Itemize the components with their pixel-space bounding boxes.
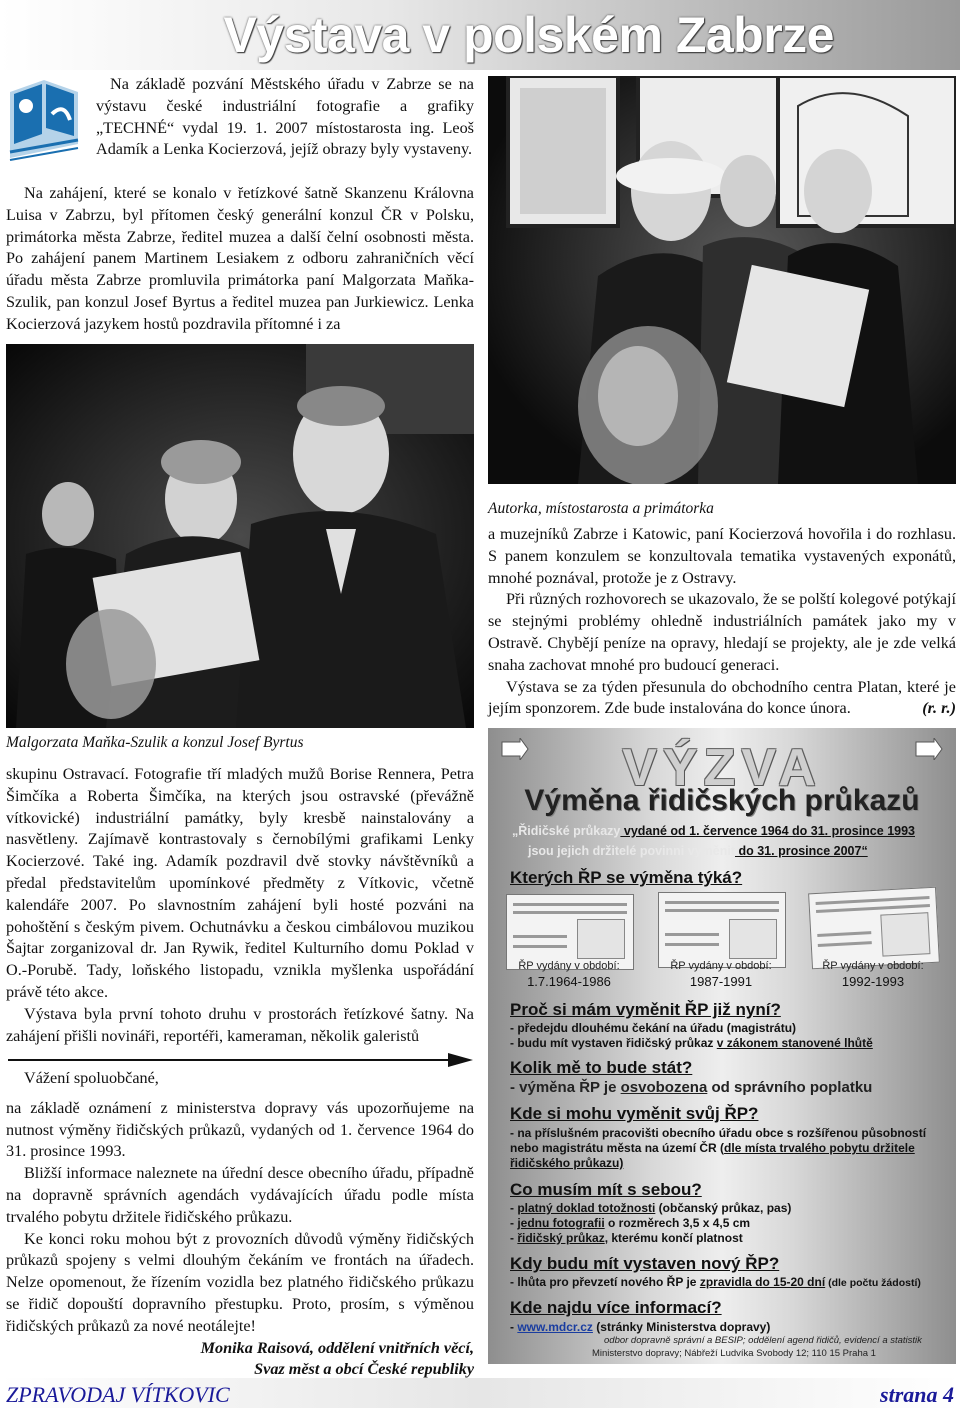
poster-answer-bring-3 xyxy=(510,1231,743,1245)
poster-answer-part: jednu fotografii xyxy=(517,1216,605,1230)
poster-answer-when xyxy=(510,1275,921,1289)
article-paragraph-text: Výstava se za týden přesunula do obchodního centra Platan, které je jejím sponzorem. Zde bude instalována do konce února. xyxy=(488,677,956,718)
article-body-right xyxy=(488,524,956,720)
poster-answer-part: osvobozena xyxy=(620,1079,708,1096)
period-label: ŘP vydány v období: xyxy=(518,960,620,972)
period-years: 1992-1993 xyxy=(841,974,905,989)
poster-footer-department: odbor dopravně správní a BESIP; oddělení agend řidičů, evidencí a statistik xyxy=(604,1335,922,1346)
article-signature: (r. r.) xyxy=(922,699,956,718)
caption-top-photo: Autorka, místostarosta a primátorka xyxy=(488,500,714,517)
article-body-top xyxy=(6,183,474,336)
license-card-1987 xyxy=(658,892,786,968)
poster-answer-part: nebo magistrátu města na území ČR ( xyxy=(510,1141,725,1155)
poster-answer-part: , kterému končí platnost xyxy=(604,1231,743,1245)
notice-paragraph: na základě oznámení z ministerstva dopravy vás upozorňujeme na nutnost výměny řidičských průkazů, vydaných od 1. července 1964 do 31. prosince 1993. xyxy=(6,1098,474,1161)
article-paragraph: Na zahájení, které se konalo v řetízkové šatně Skanzenu Královna Luisa v Zabrzu, byl přítomen český generální konzul ČR v Polsku, primátorka města Zabrze, ředitel muzea a další čelní osobnosti města. Po zahájení panem Martinem Lesiakem z odboru zahraničních věcí úřadu města Zabrze promluvila primátorka paní Malgorzata Maňka-Szulik, pan konzul Josef Byrtus a ředitel muzea pan Jurkiewicz. Lenka Kocierzová jazykem hostů pozdravila přítomné i za xyxy=(6,184,474,333)
poster-intro-part: jsou jejich držitelé povinni vyměnit xyxy=(528,844,735,858)
article-paragraph: Výstava byla první tohoto druhu v prostorách řetízkové šatny. Na zahájení přišli novináři, reportéři, kameraman, několik galeristů xyxy=(6,1004,474,1045)
poster-answer-part: (občanský průkaz, pas) xyxy=(655,1201,792,1215)
poster-answer-info xyxy=(510,1320,770,1334)
poster-question-bring: Co musím mít s sebou? xyxy=(510,1180,702,1199)
article-paragraph xyxy=(488,677,956,721)
poster-answer-part: od správního poplatku xyxy=(707,1079,873,1096)
notice-block xyxy=(6,1068,474,1381)
poster-intro-line1 xyxy=(512,824,915,838)
photo-exhibition-image xyxy=(488,76,956,484)
article-body-left xyxy=(6,764,474,1047)
period-years: 1987-1991 xyxy=(689,974,753,989)
arrow-divider-icon xyxy=(8,1052,473,1068)
poster-question-cost: Kolik mě to bude stát? xyxy=(510,1058,693,1077)
header-band xyxy=(0,0,960,70)
poster-intro-line2 xyxy=(528,844,868,858)
article-lead-block xyxy=(96,74,474,161)
vitkovice-logo-icon xyxy=(4,74,84,166)
poster-answer-part: (dle počtu žádostí) xyxy=(825,1277,921,1289)
article-paragraph: skupinu Ostravací. Fotografie tří mladých mužů Borise Rennera, Petra Šimčíka a Roberta Šimčíka, na kterých jsou ostravské (převážně vítkovické) industriální památky, byly kresbě nainstalovány a nasvětleny. Zajímavě kontrastovaly s černobílými grafikami Lenky Kocierzové. Také ing. Adamík pozdravil dvě stovky návštěvníků a předal představitelům upomínkové předměty z Vítkovic, včetně kalendáře 2007. Po slavnostním zahájení byli hosté pozváni na pohoštění s českým pivem. Ochutnávku a českou cimbálovou muzikou Šajtar zorganizoval dr. Jan Rywik, ředitel Kulturního domu Poklad v O.-Porubě. Tady, loňského listopadu, vznikla myšlenka uspořádání právě této akce. xyxy=(6,765,474,1001)
period-label: ŘP vydány v období: xyxy=(670,960,772,972)
poster-subtitle: Výměna řidičských průkazů xyxy=(524,784,920,817)
poster-question-when: Kdy budu mít vystaven nový ŘP? xyxy=(510,1254,780,1273)
poster-answer-part: o rozměrech 3,5 x 4,5 cm xyxy=(604,1216,751,1230)
photo-big-left xyxy=(6,344,474,728)
poster-answer-part: v zákonem stanovené lhůtě xyxy=(716,1036,873,1050)
license-card-1964 xyxy=(506,894,634,970)
poster-answer-bring-2 xyxy=(510,1216,750,1230)
article-paragraph: a muzejníků Zabrze i Katowic, paní Kocierzová hovořila i do rozhlasu. S panem konzulem se konzultovala tematika vystavených exponátů, mnohé poznával, protože je z Ostravy. xyxy=(488,525,956,587)
poster-intro-part: „Řidičské průkazy xyxy=(512,824,621,838)
period-label: ŘP vydány v období: xyxy=(822,960,924,972)
poster-title: VÝZVA xyxy=(622,739,822,797)
poster-question-where: Kde si mohu vyměnit svůj ŘP? xyxy=(510,1104,759,1123)
poster-question-why: Proč si mám vyměnit ŘP již nyní? xyxy=(510,1000,781,1019)
poster-answer-part: - xyxy=(510,1320,518,1334)
poster-question-info: Kde najdu více informací? xyxy=(510,1298,722,1317)
poster-answer-part: zpravidla do 15-20 dní xyxy=(699,1275,826,1289)
poster-answer-cost xyxy=(510,1079,872,1096)
license-card-1992 xyxy=(808,887,940,970)
poster-answer-where-1: - na příslušném pracovišti obecního úřadu obce s rozšířenou působností xyxy=(510,1126,927,1140)
poster-answer-why-2 xyxy=(510,1036,873,1050)
poster-answer-where-3: řidičského průkazu) xyxy=(510,1156,624,1170)
caption-big-photo: Malgorzata Maňka-Szulik a konzul Josef Byrtus xyxy=(6,734,304,751)
poster-answer-bring-1 xyxy=(510,1201,791,1215)
poster-intro-part: vydané od 1. července 1964 do 31. prosince 1993 xyxy=(620,824,915,838)
poster-footer-ministry: Ministerstvo dopravy; Nábřeží Ludvíka Svobody 12; 110 15 Praha 1 xyxy=(592,1348,876,1359)
notice-author: Monika Raisová, oddělení vnitřních věcí, xyxy=(200,1338,474,1357)
poster-answer-part: - xyxy=(510,1231,518,1245)
poster-answer-part: řidičský průkaz xyxy=(517,1231,605,1245)
article-lead: Na základě pozvání Městského úřadu v Zabrze se na výstavu české industriální fotografie a grafiky „TECHNÉ“ vydal 19. 1. 2007 místostarosta ing. Leoš Adamík a Lenka Kocierzová, jejíž obrazy byly vystaveny. xyxy=(96,75,474,159)
photo-top-right xyxy=(488,76,956,484)
poster-question-which: Kterých ŘP se výměna týká? xyxy=(510,868,743,887)
notice-organization: Svaz měst a obcí České republiky xyxy=(254,1360,474,1379)
poster-answer-where-2 xyxy=(510,1141,915,1155)
photo-guests-image xyxy=(6,344,474,728)
notice-paragraph: Bližší informace naleznete na úřední desce obecního úřadu, případně na dopravně správních agendách vydávajících úřadu podle místa trvalého pobytu držitele řidičského průkazu. xyxy=(6,1164,474,1226)
footer-publication: ZPRAVODAJ VÍTKOVIC xyxy=(6,1382,230,1407)
poster-answer-part: (stránky Ministerstva dopravy) xyxy=(592,1320,771,1334)
poster-answer-part: platný doklad totožnosti xyxy=(517,1201,656,1215)
driving-license-poster xyxy=(488,728,956,1364)
poster-answer-part: - budu mít vystaven řidičský průkaz xyxy=(510,1036,714,1050)
poster-answer-part: - výměna ŘP je xyxy=(510,1079,617,1096)
footer-page-number: strana 4 xyxy=(880,1382,954,1407)
page-title: Výstava v polském Zabrze xyxy=(223,7,834,63)
notice-paragraph: Ke konci roku mohou být z provozních důvodů výměny řidičských průkazů spojeny s velmi dlouhým čekáním ve frontách na úřadech. Nelze opomenout, že řízením vozidla bez platného řidičského průkazu se řidič dopouští dopravního přestupku. Proto, prosím, s výměnou řidičských průkazů za nové neotálejte! xyxy=(6,1229,474,1335)
notice-salutation: Vážení spoluobčané, xyxy=(24,1069,159,1087)
poster-answer-part: - lhůta pro převzetí nového ŘP je xyxy=(510,1275,700,1289)
poster-answer-part: - xyxy=(510,1201,518,1215)
article-paragraph: Při různých rozhovorech se ukazovalo, že se polští kolegové potýkají se stejnými problémy ohledně industriálních památek jako my v Ostravě. Chybějí peníze na opravy, hledají se projekty, ale je zde velká snaha zachovat mnohé pro budoucí generaci. xyxy=(488,590,956,674)
poster-intro-part: do 31. prosince 2007“ xyxy=(735,844,868,858)
poster-answer-why-1: - předejdu dlouhému čekání na úřadu (magistrátu) xyxy=(510,1021,797,1035)
poster-answer-part: - xyxy=(510,1216,518,1230)
mdcr-link[interactable]: www.mdcr.cz xyxy=(517,1320,593,1334)
period-years: 1.7.1964-1986 xyxy=(527,974,611,989)
poster-answer-part: dle místa trvalého pobytu držitele xyxy=(724,1141,915,1155)
